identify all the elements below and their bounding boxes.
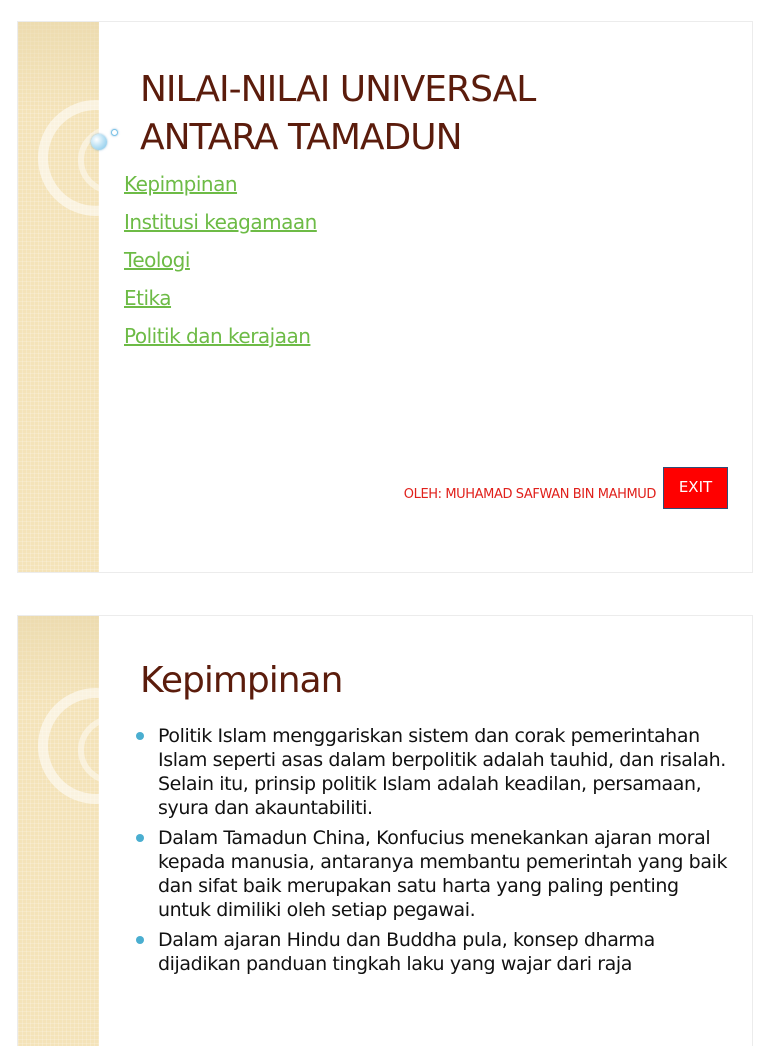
author-credit: OLEH: MUHAMAD SAFWAN BIN MAHMUD <box>403 487 656 502</box>
slide-title-line: NILAI-NILAI UNIVERSAL <box>140 69 536 110</box>
bullet-icon <box>136 834 144 842</box>
list-item <box>124 248 317 286</box>
bubble-decoration-icon <box>91 134 107 150</box>
title-slide <box>18 22 752 572</box>
list-item <box>124 324 317 362</box>
bullet-icon <box>136 732 144 740</box>
bullet-icon <box>136 936 144 944</box>
list-item <box>124 172 317 210</box>
slide-title <box>140 66 700 162</box>
list-item <box>134 826 734 922</box>
list-item <box>134 724 734 820</box>
list-item <box>134 928 734 976</box>
slide-title-line: ANTARA TAMADUN <box>140 117 462 158</box>
content-slide <box>18 616 752 1046</box>
slide-title: Kepimpinan <box>140 660 343 701</box>
topic-link-kepimpinan[interactable]: Kepimpinan <box>124 172 238 196</box>
topic-link-teologi[interactable]: Teologi <box>124 248 190 272</box>
bullet-text: Dalam ajaran Hindu dan Buddha pula, konsep dharma dijadikan panduan tingkah laku yang wajar dari raja <box>158 929 655 975</box>
topic-link-list <box>124 172 317 362</box>
bullet-text: Dalam Tamadun China, Konfucius menekankan ajaran moral kepada manusia, antaranya membantu pemerintah yang baik dan sifat baik merupakan satu harta yang paling penting untuk dimiliki oleh setiap pegawai. <box>158 827 728 921</box>
bubble-decoration-icon <box>111 129 118 136</box>
bullet-list <box>134 724 734 982</box>
topic-link-politik-dan-kerajaan[interactable]: Politik dan kerajaan <box>124 324 311 348</box>
topic-link-etika[interactable]: Etika <box>124 286 172 310</box>
bullet-text: Politik Islam menggariskan sistem dan corak pemerintahan Islam seperti asas dalam berpolitik adalah tauhid, dan risalah. Selain itu, prinsip politik Islam adalah keadilan, persamaan, syura dan akauntabiliti. <box>158 725 726 819</box>
list-item <box>124 286 317 324</box>
topic-link-institusi-keagamaan[interactable]: Institusi keagamaan <box>124 210 317 234</box>
decorative-side-strip <box>18 616 99 1046</box>
list-item <box>124 210 317 248</box>
exit-button[interactable]: EXIT <box>663 467 728 509</box>
